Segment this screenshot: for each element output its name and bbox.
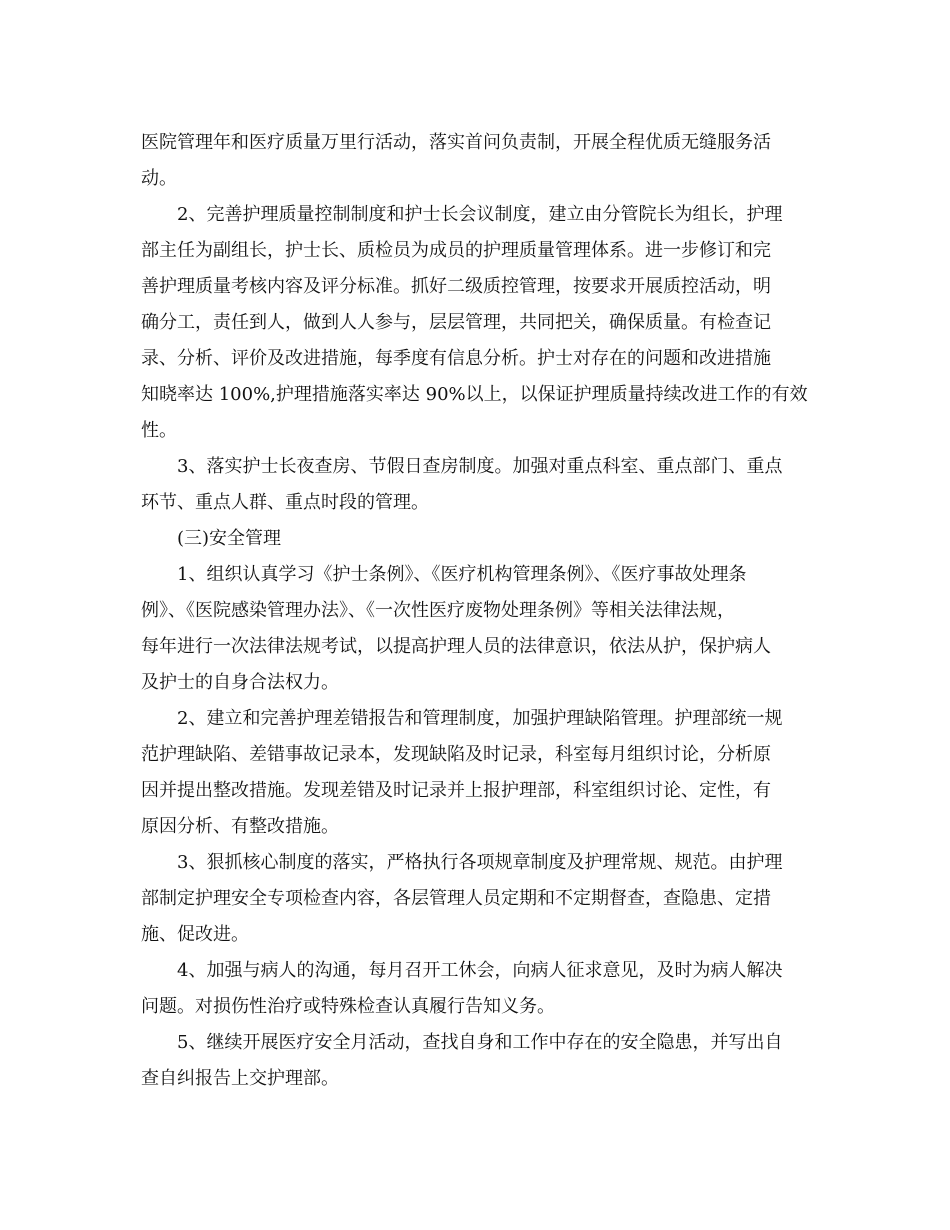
text-line: 问题。对损伤性治疗或特殊检查认真履行告知义务。 (141, 996, 555, 1017)
text-line: 4、加强与病人的沟通，每月召开工休会，向病人征求意见，及时为病人解决 (177, 960, 783, 981)
text-line: 每年进行一次法律法规考试，以提高护理人员的法律意识，依法从护，保护病人 (141, 636, 771, 657)
text-line: 环节、重点人群、重点时段的管理。 (141, 492, 429, 513)
text-line: 动。 (141, 168, 177, 189)
text-line: 部主任为副组长，护士长、质检员为成员的护理质量管理体系。进一步修订和完 (141, 240, 771, 261)
text-line: 例》、《医院感染管理办法》、《一次性医疗废物处理条例》等相关法律法规， (141, 600, 735, 621)
text-line: 确分工，责任到人，做到人人参与，层层管理，共同把关，确保质量。有检查记 (141, 312, 771, 333)
text-line: 3、狠抓核心制度的落实，严格执行各项规章制度及护理常规、规范。由护理 (177, 852, 783, 873)
text-line: 2、建立和完善护理差错报告和管理制度，加强护理缺陷管理。护理部统一规 (177, 708, 783, 729)
text-line: 部制定护理安全专项检查内容，各层管理人员定期和不定期督查，查隐患、定措 (141, 888, 771, 909)
text-line: 1、组织认真学习《护士条例》、《医疗机构管理条例》、《医疗事故处理条 (177, 564, 747, 585)
text-line: 2、完善护理质量控制制度和护士长会议制度，建立由分管院长为组长，护理 (177, 204, 783, 225)
text-line: 因并提出整改措施。发现差错及时记录并上报护理部，科室组织讨论、定性，有 (141, 780, 771, 801)
text-line: 3、落实护士长夜查房、节假日查房制度。加强对重点科室、重点部门、重点 (177, 456, 783, 477)
text-line: 医院管理年和医疗质量万里行活动，落实首问负责制，开展全程优质无缝服务活 (141, 132, 771, 153)
text-line: 录、分析、评价及改进措施，每季度有信息分析。护士对存在的问题和改进措施 (141, 348, 771, 369)
text-line: 5、继续开展医疗安全月活动，查找自身和工作中存在的安全隐患，并写出自 (177, 1032, 783, 1053)
text-line: 知晓率达 100%,护理措施落实率达 90%以上，以保证护理质量持续改进工作的有效 (141, 384, 808, 405)
text-line: 及护士的自身合法权力。 (141, 672, 339, 693)
text-line: 原因分析、有整改措施。 (141, 816, 339, 837)
section-heading: (三)安全管理 (177, 528, 282, 549)
text-line: 范护理缺陷、差错事故记录本，发现缺陷及时记录，科室每月组织讨论，分析原 (141, 744, 771, 765)
text-line: 查自纠报告上交护理部。 (141, 1068, 339, 1089)
text-line: 性。 (141, 420, 177, 441)
text-line: 善护理质量考核内容及评分标准。抓好二级质控管理，按要求开展质控活动，明 (141, 276, 771, 297)
text-line: 施、促改进。 (141, 924, 249, 945)
